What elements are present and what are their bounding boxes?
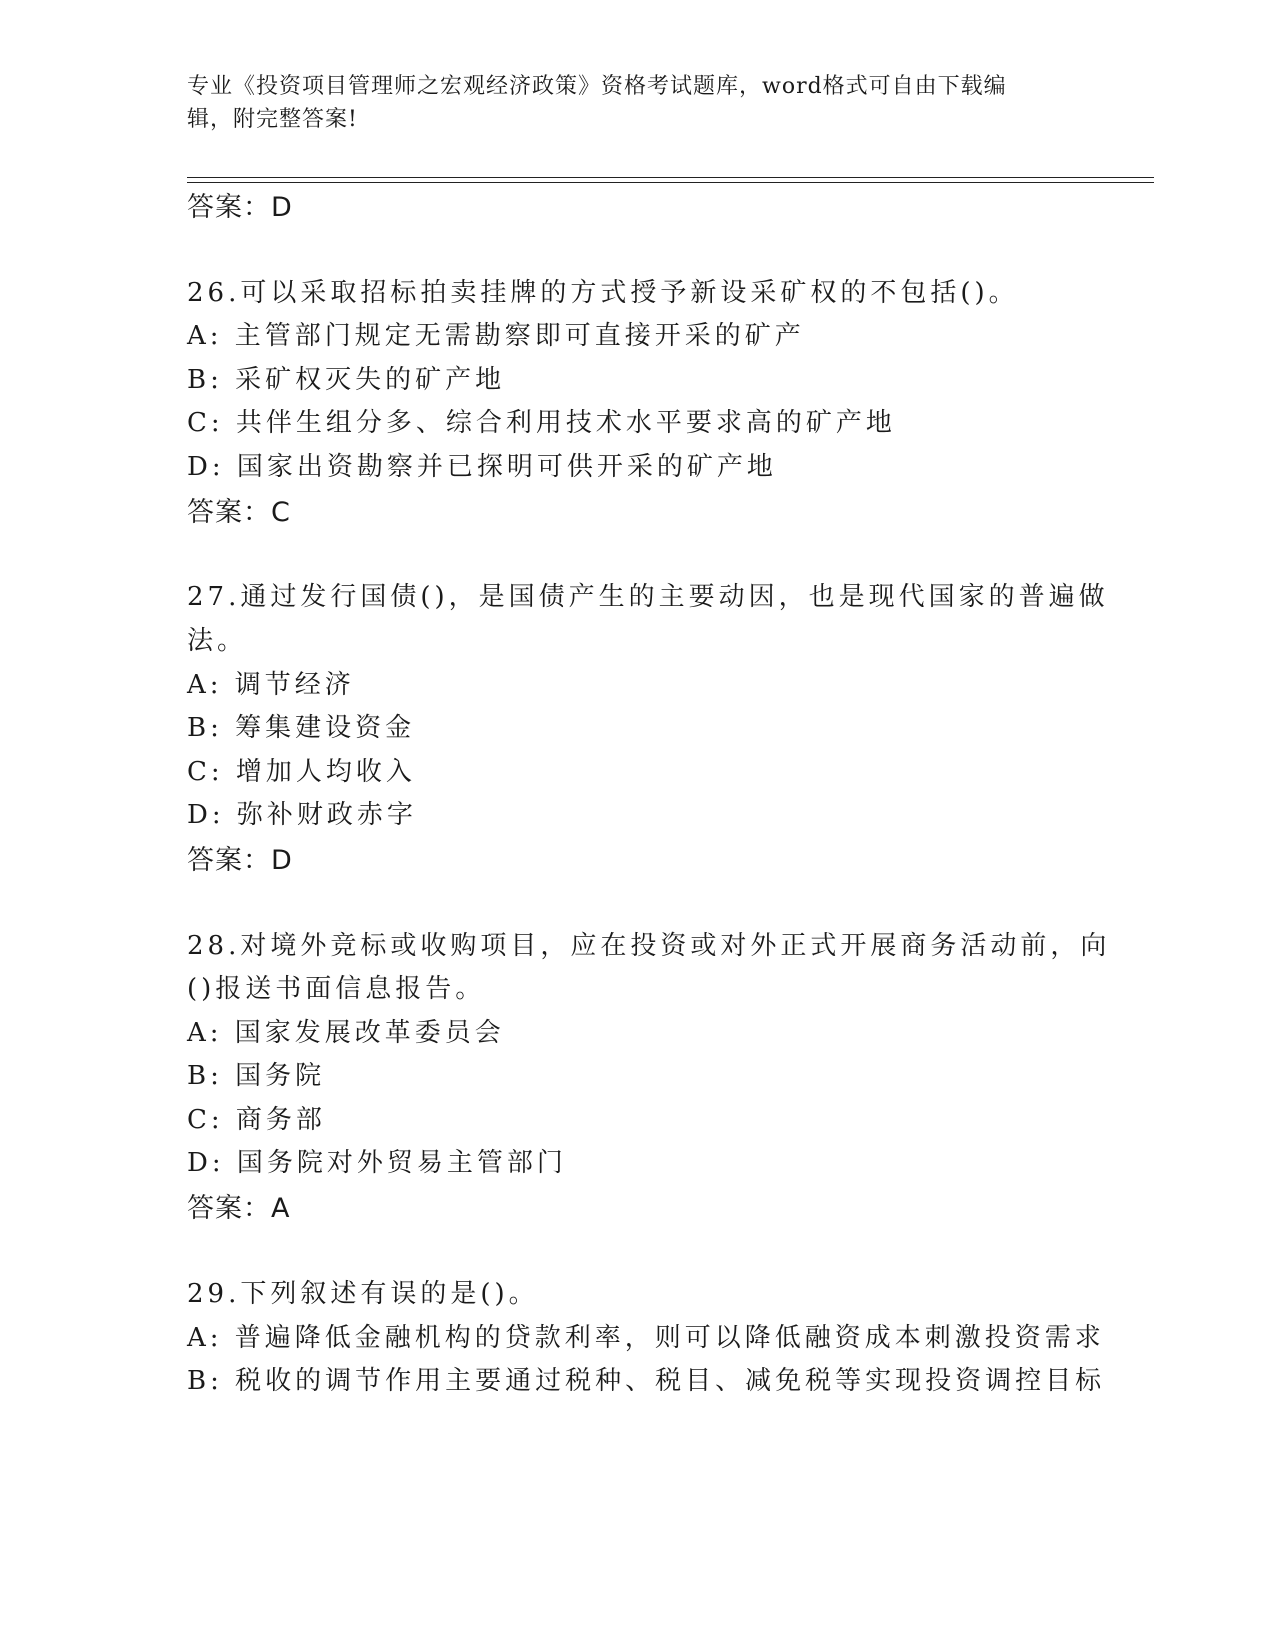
option-29-a: A: 普遍降低金融机构的贷款利率，则可以降低融资成本刺激投资需求 bbox=[187, 1323, 1105, 1353]
header-line-1: 专业《投资项目管理师之宏观经济政策》资格考试题库，word格式可自由下载编 bbox=[187, 74, 1007, 99]
question-stem-27: 27.通过发行国债()，是国债产生的主要动因，也是现代国家的普遍做 bbox=[187, 582, 1109, 612]
option-27-a: A: 调节经济 bbox=[187, 670, 355, 700]
option-28-d: D: 国务院对外贸易主管部门 bbox=[187, 1148, 567, 1178]
option-26-a: A: 主管部门规定无需勘察即可直接开采的矿产 bbox=[187, 321, 805, 351]
option-29-b: B: 税收的调节作用主要通过税种、税目、减免税等实现投资调控目标 bbox=[187, 1366, 1106, 1396]
header-rule-bottom bbox=[187, 182, 1154, 183]
option-27-c: C: 增加人均收入 bbox=[187, 757, 416, 787]
option-28-c: C: 商务部 bbox=[187, 1105, 326, 1135]
option-28-b: B: 国务院 bbox=[187, 1061, 326, 1091]
question-stem-28-cont: ()报送书面信息报告。 bbox=[187, 974, 486, 1004]
option-26-b: B: 采矿权灭失的矿产地 bbox=[187, 365, 506, 395]
answer-28: 答案：A bbox=[187, 1193, 291, 1224]
option-28-a: A: 国家发展改革委员会 bbox=[187, 1018, 505, 1048]
question-stem-29: 29.下列叙述有误的是()。 bbox=[187, 1279, 539, 1309]
answer-27: 答案：D bbox=[187, 845, 293, 876]
option-26-c: C: 共伴生组分多、综合利用技术水平要求高的矿产地 bbox=[187, 408, 896, 438]
option-26-d: D: 国家出资勘察并已探明可供开采的矿产地 bbox=[187, 452, 777, 482]
question-stem-28: 28.对境外竞标或收购项目，应在投资或对外正式开展商务活动前，向 bbox=[187, 931, 1111, 961]
answer-26: 答案：C bbox=[187, 497, 291, 528]
option-27-d: D: 弥补财政赤字 bbox=[187, 800, 417, 830]
question-stem-27-cont: 法。 bbox=[187, 626, 248, 656]
question-stem-26: 26.可以采取招标拍卖挂牌的方式授予新设采矿权的不包括()。 bbox=[187, 278, 1019, 308]
document-header bbox=[187, 70, 1057, 136]
answer-line: 答案：D bbox=[187, 192, 293, 223]
option-27-b: B: 筹集建设资金 bbox=[187, 713, 416, 743]
header-rule-top bbox=[187, 177, 1154, 178]
header-line-2: 辑，附完整答案! bbox=[187, 107, 358, 132]
